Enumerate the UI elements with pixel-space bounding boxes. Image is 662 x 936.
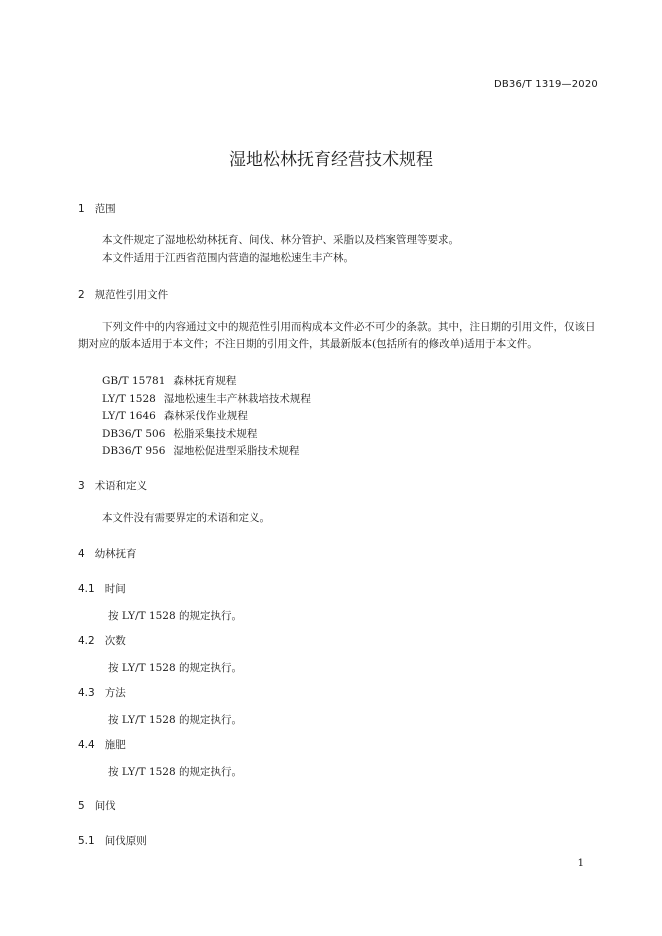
section-4-4-heading (78, 737, 126, 752)
normative-intro-paragraph: 下列文件中的内容通过文中的规范性引用而构成本文件必不可少的条款。其中，注日期的引用文件，仅该日期对应的版本适用于本文件；不注日期的引用文件，其最新版本(包括所有的修改单)适用于本文件。 (78, 321, 596, 350)
section-title: 规范性引用文件 (94, 289, 169, 301)
section-5-heading (78, 798, 116, 813)
section-1-heading (78, 201, 116, 216)
standard-code: DB36/T 1319—2020 (493, 79, 598, 90)
reference-code: DB36/T 956 (102, 445, 166, 457)
section-4-3-heading (78, 685, 126, 700)
fertilize-text: 按 LY/T 1528 的规定执行。 (108, 766, 243, 778)
time-text: 按 LY/T 1528 的规定执行。 (108, 610, 243, 622)
section-number: 4.1 (78, 583, 95, 595)
section-number: 4.4 (78, 739, 95, 751)
list-item (102, 426, 311, 444)
section-4-1-heading (78, 581, 126, 596)
section-number: 4.3 (78, 687, 95, 699)
section-4-2-heading (78, 633, 126, 648)
method-text: 按 LY/T 1528 的规定执行。 (108, 714, 243, 726)
section-title: 次数 (104, 635, 126, 647)
section-number: 1 (78, 203, 85, 215)
section-number: 5 (78, 800, 85, 812)
section-number: 4.2 (78, 635, 95, 647)
section-4-heading (78, 546, 137, 561)
section-number: 3 (78, 480, 85, 492)
list-item (102, 443, 311, 461)
scope-paragraph-1: 本文件规定了湿地松幼林抚育、间伐、林分管护、采脂以及档案管理等要求。 (102, 234, 459, 246)
reference-code: DB36/T 506 (102, 427, 166, 440)
section-title: 方法 (104, 687, 126, 699)
list-item (102, 373, 311, 391)
section-title: 范围 (94, 203, 116, 215)
section-number: 5.1 (78, 835, 95, 847)
list-item (102, 408, 311, 426)
reference-list (102, 373, 311, 461)
section-2-heading (78, 287, 168, 302)
list-item (102, 391, 311, 409)
reference-code: LY/T 1528 (102, 392, 156, 405)
section-title: 间伐 (94, 800, 116, 812)
section-title: 时间 (104, 583, 126, 595)
reference-name: 湿地松速生丰产林栽培技术规程 (163, 392, 311, 405)
section-title: 幼林抚育 (94, 548, 137, 560)
section-title: 施肥 (104, 739, 126, 751)
reference-name: 森林采伐作业规程 (163, 410, 248, 422)
count-text: 按 LY/T 1528 的规定执行。 (108, 662, 243, 674)
reference-code: GB/T 15781 (102, 375, 166, 387)
reference-name: 湿地松促进型采脂技术规程 (173, 445, 300, 457)
scope-paragraph-2: 本文件适用于江西省范围内营造的湿地松速生丰产林。 (102, 252, 354, 264)
section-5-1-heading (78, 833, 147, 848)
page-number: 1 (577, 858, 584, 869)
document-title: 湿地松林抚育经营技术规程 (229, 150, 433, 170)
section-title: 术语和定义 (94, 480, 148, 492)
reference-name: 森林抚育规程 (173, 375, 237, 387)
section-number: 4 (78, 548, 85, 560)
terms-paragraph: 本文件没有需要界定的术语和定义。 (102, 512, 270, 524)
reference-name: 松脂采集技术规程 (173, 427, 258, 440)
section-3-heading (78, 478, 147, 493)
section-title: 间伐原则 (104, 835, 147, 847)
section-number: 2 (78, 289, 85, 301)
reference-code: LY/T 1646 (102, 410, 156, 422)
